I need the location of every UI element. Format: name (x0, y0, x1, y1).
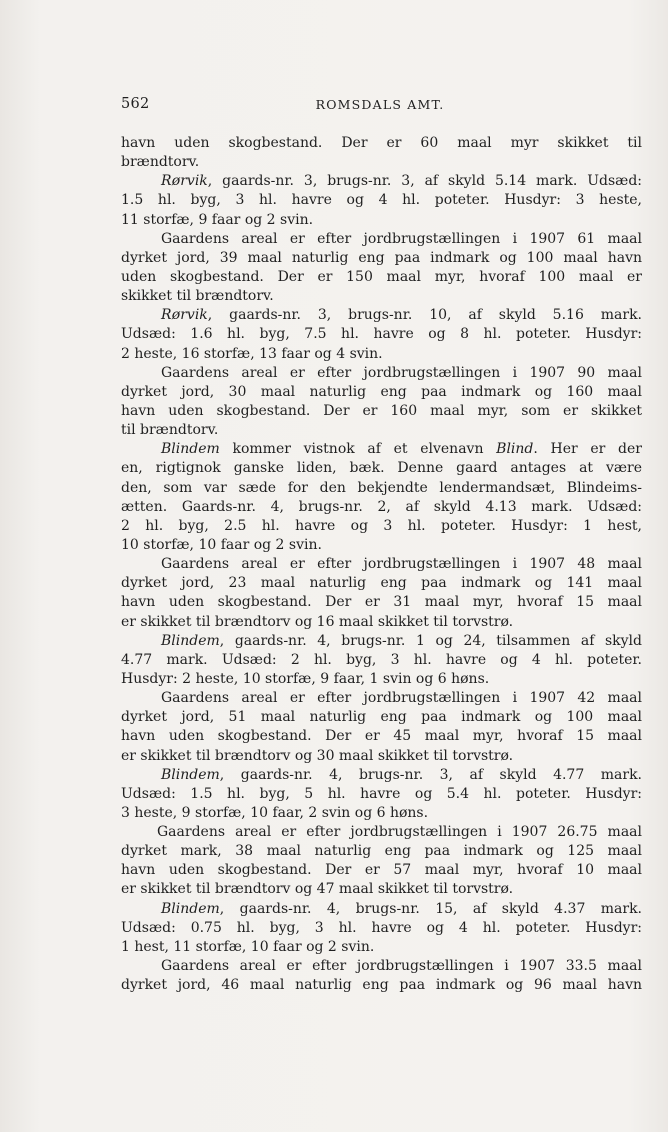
text-line: 2 hl. byg, 2.5 hl. havre og 3 hl. poteter. Husdyr: 1 hest, (121, 517, 642, 534)
text-line: 2 heste, 16 storfæ, 13 faar og 4 svin. (121, 345, 383, 362)
text-line: Blindem, gaards-nr. 4, brugs-nr. 1 og 24, tilsammen af skyld (161, 632, 642, 649)
text-line: havn uden skogbestand. Der er 45 maal myr, hvoraf 15 maal (121, 728, 642, 745)
text-line: dyrket jord, 23 maal naturlig eng paa indmark og 141 maal (121, 575, 642, 592)
text-line: 1.5 hl. byg, 3 hl. havre og 4 hl. poteter. Husdyr: 3 heste, (121, 192, 642, 209)
text-line: den, som var sæde for den bekjendte lendermandsæt, Blindeims- (121, 479, 642, 496)
text-line: dyrket mark, 38 maal naturlig eng paa indmark og 125 maal (121, 843, 642, 860)
text-line: 1 hest, 11 storfæ, 10 faar og 2 svin. (121, 938, 375, 955)
text-line: havn uden skogbestand. Der er 57 maal myr, hvoraf 10 maal (121, 862, 642, 879)
running-head (121, 96, 639, 116)
farm-name: Rørvik (161, 173, 208, 190)
text-line: Udsæd: 1.6 hl. byg, 7.5 hl. havre og 8 hl. poteter. Husdyr: (121, 326, 642, 343)
text-line: ætten. Gaards-nr. 4, brugs-nr. 2, af skyld 4.13 mark. Udsæd: (121, 498, 642, 515)
text-line: er skikket til brændtorv og 47 maal skikket til torvstrø. (121, 881, 514, 898)
text-line: skikket til brændtorv. (121, 288, 274, 305)
text-line: 3 heste, 9 storfæ, 10 faar, 2 svin og 6 høns. (121, 804, 429, 821)
text-line: dyrket jord, 39 maal naturlig eng paa indmark og 100 maal havn (121, 249, 642, 266)
text-line: Husdyr: 2 heste, 10 storfæ, 9 faar, 1 svin og 6 høns. (121, 670, 490, 687)
farm-name: Blindem (161, 766, 220, 783)
text-line: er skikket til brændtorv og 30 maal skikket til torvstrø. (121, 747, 514, 764)
text-line: Gaardens areal er efter jordbrugstællingen i 1907 90 maal (161, 364, 642, 381)
text-line: dyrket jord, 46 maal naturlig eng paa indmark og 96 maal havn (121, 977, 642, 994)
text-line: 4.77 mark. Udsæd: 2 hl. byg, 3 hl. havre og 4 hl. poteter. (121, 651, 642, 668)
text-line: havn uden skogbestand. Der er 60 maal myr skikket til (121, 135, 642, 151)
text-line: uden skogbestand. Der er 150 maal myr, hvoraf 100 maal er (121, 268, 642, 285)
text-line: 11 storfæ, 9 faar og 2 svin. (121, 211, 314, 228)
text-line: brændtorv. (121, 154, 200, 171)
text-line: en, rigtignok ganske liden, bæk. Denne gaard antages at være (121, 460, 642, 477)
text-line: Rørvik, gaards-nr. 3, brugs-nr. 10, af skyld 5.16 mark. (161, 307, 642, 324)
page-number: 562 (121, 96, 150, 112)
farm-name: Rørvik (161, 307, 208, 324)
text-line: dyrket jord, 30 maal naturlig eng paa indmark og 160 maal (121, 383, 642, 400)
text-line: Gaardens areal er efter jordbrugstællingen i 1907 48 maal (161, 556, 642, 573)
text-line: dyrket jord, 51 maal naturlig eng paa indmark og 100 maal (121, 709, 642, 726)
text-line: Gaardens areal er efter jordbrugstællingen i 1907 61 maal (161, 230, 642, 247)
text-line: til brændtorv. (121, 422, 219, 439)
text-line: Rørvik, gaards-nr. 3, brugs-nr. 3, af skyld 5.14 mark. Udsæd: (161, 173, 642, 190)
text-line: Gaardens areal er efter jordbrugstællingen i 1907 42 maal (161, 690, 642, 707)
text-line: Gaardens areal er efter jordbrugstællingen i 1907 26.75 maal (157, 824, 642, 841)
river-name: Blind (496, 441, 534, 458)
text-line: Blindem, gaards-nr. 4, brugs-nr. 15, af skyld 4.37 mark. (161, 900, 642, 917)
text-line: Blindem, gaards-nr. 4, brugs-nr. 3, af skyld 4.77 mark. (161, 766, 642, 783)
text-line: havn uden skogbestand. Der er 31 maal myr, hvoraf 15 maal (121, 594, 642, 611)
text-line: er skikket til brændtorv og 16 maal skikket til torvstrø. (121, 613, 514, 630)
text-line: Gaardens areal er efter jordbrugstællingen i 1907 33.5 maal (161, 958, 642, 975)
body-text (121, 134, 642, 995)
text-line: havn uden skogbestand. Der er 160 maal myr, som er skikket (121, 402, 642, 419)
text-line: 10 storfæ, 10 faar og 2 svin. (121, 536, 322, 553)
header-title: ROMSDALS AMT. (315, 97, 445, 112)
farm-name: Blindem (161, 900, 220, 917)
text-line: Udsæd: 1.5 hl. byg, 5 hl. havre og 5.4 hl. poteter. Husdyr: (121, 785, 642, 802)
text-line: Blindem kommer vistnok af et elvenavn Blind. Her er der (161, 441, 642, 458)
text-line: Udsæd: 0.75 hl. byg, 3 hl. havre og 4 hl. poteter. Husdyr: (121, 919, 642, 936)
farm-name: Blindem (161, 441, 220, 458)
farm-name: Blindem (161, 632, 220, 649)
